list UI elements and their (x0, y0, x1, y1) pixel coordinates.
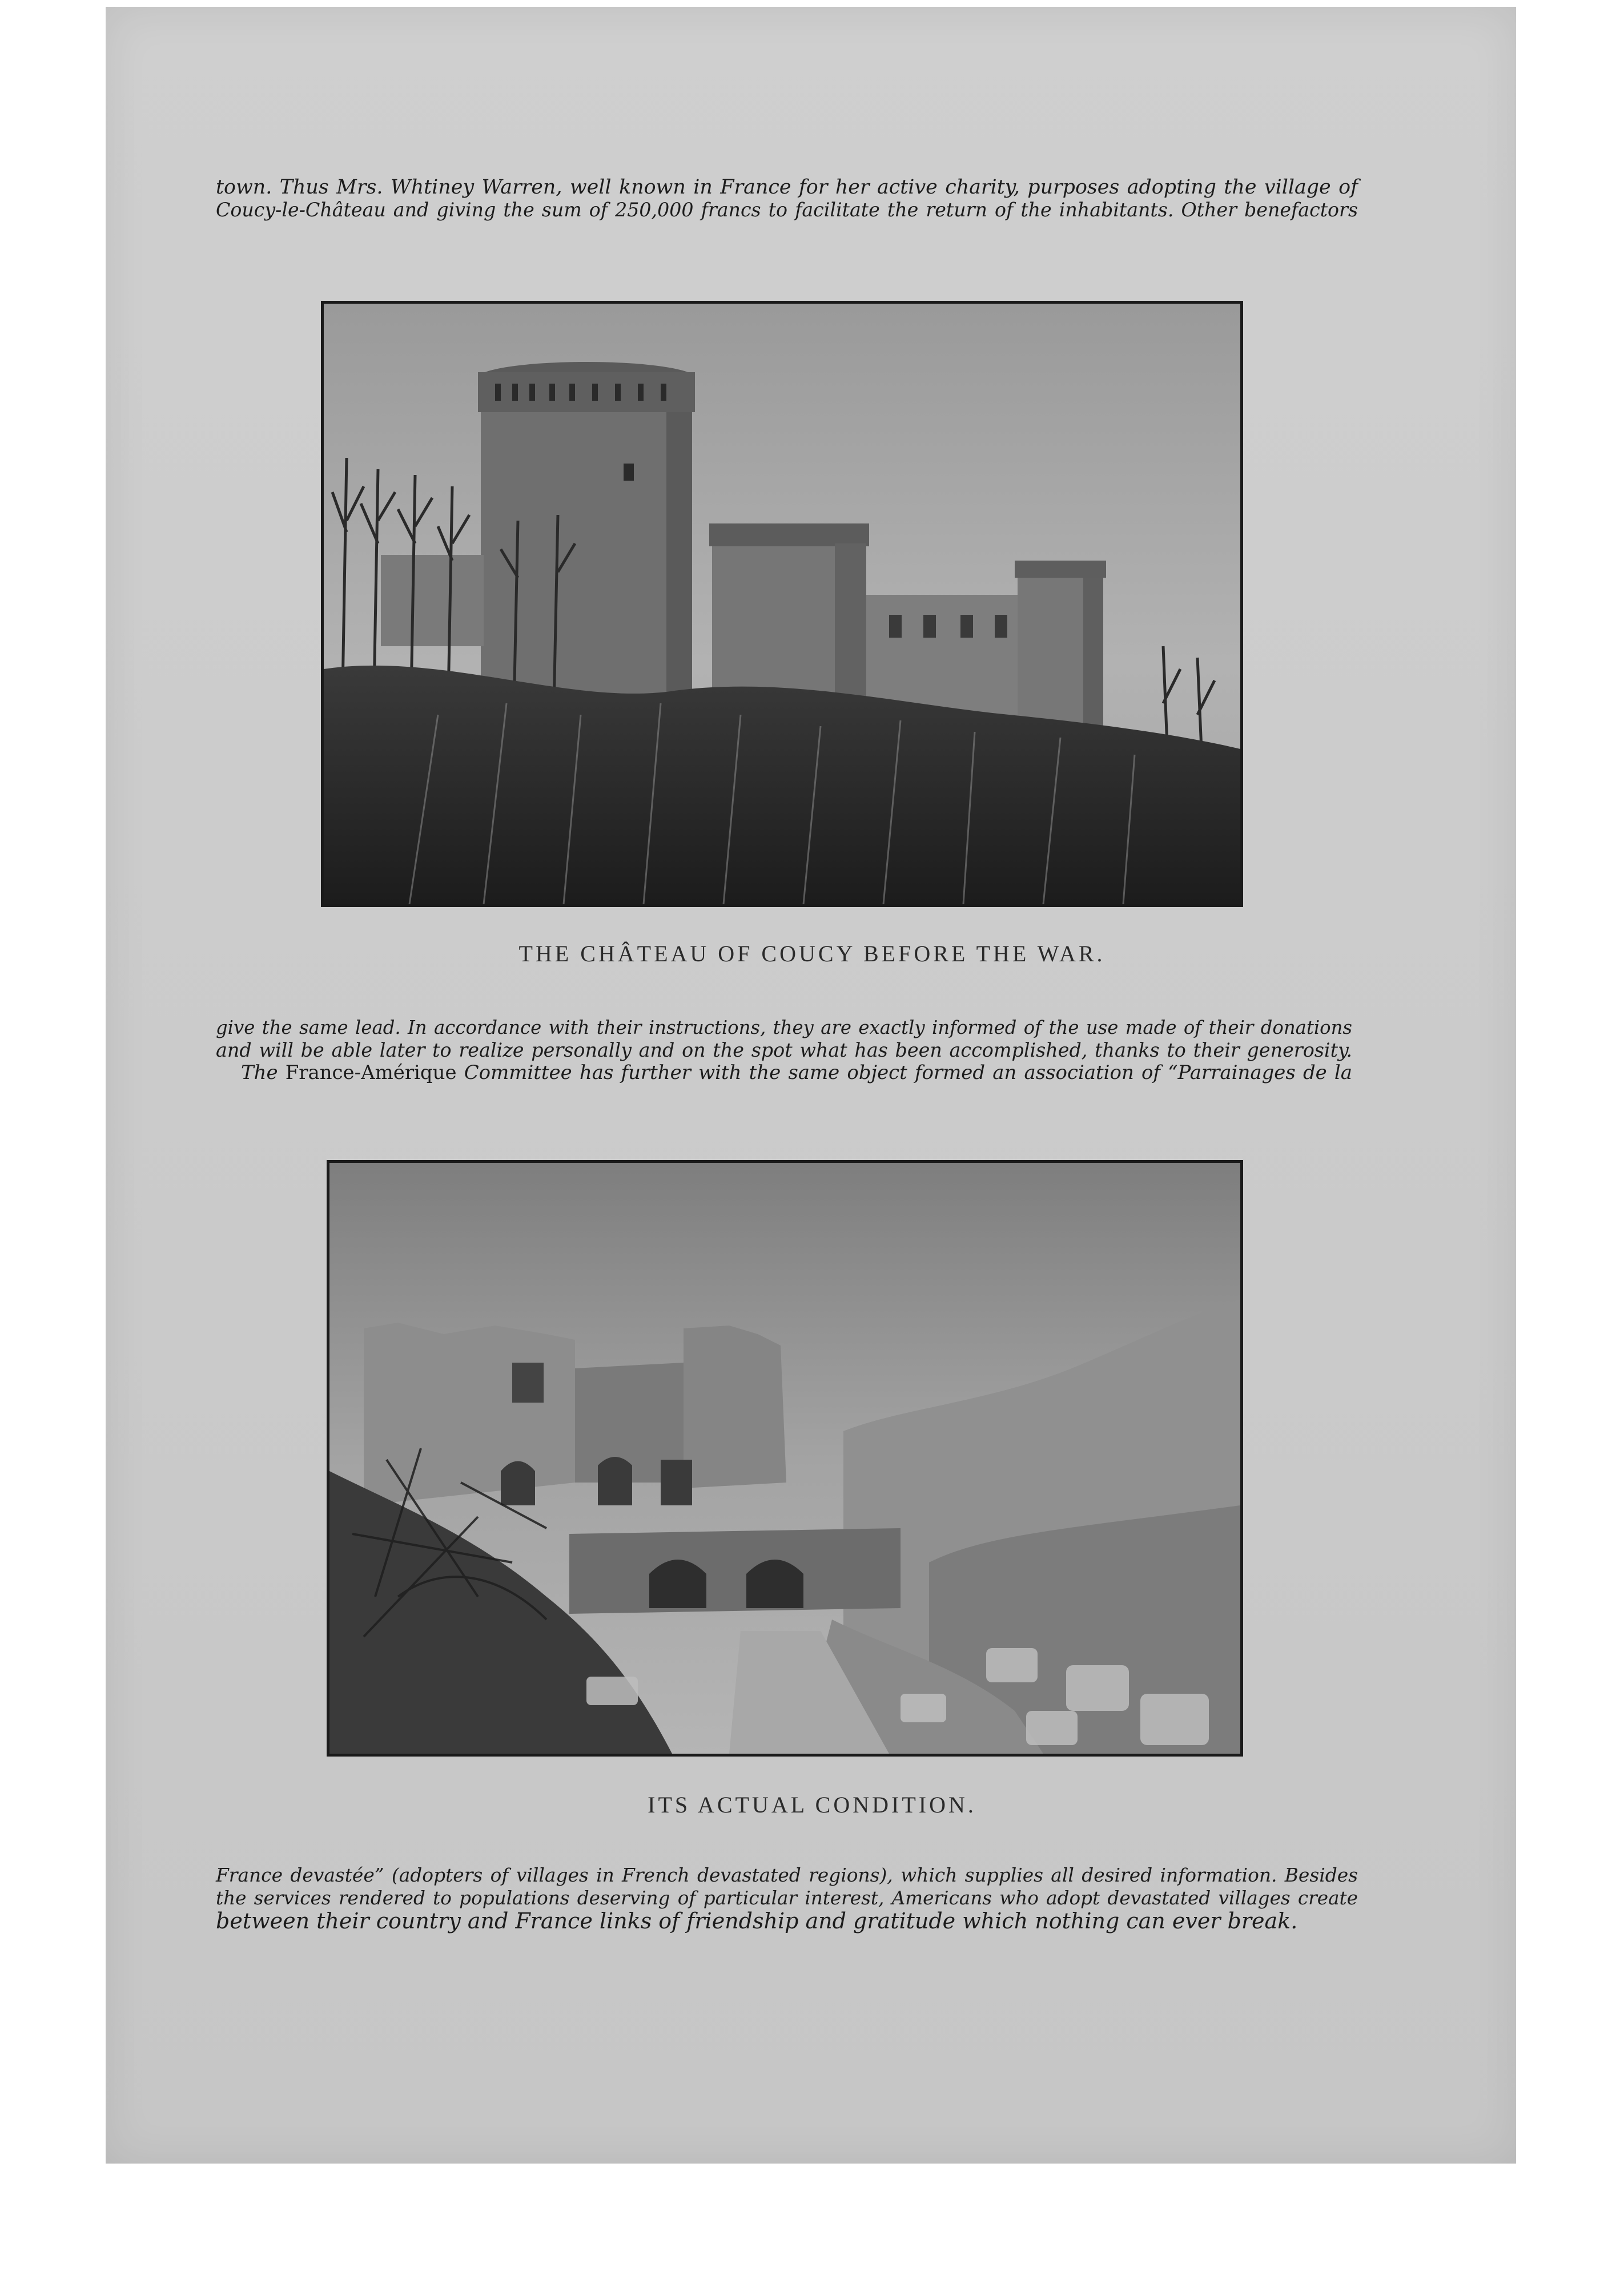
chateau-before-war-illustration (324, 304, 1240, 904)
photo-actual-condition (327, 1160, 1243, 1757)
paragraph-bottom (216, 1864, 1358, 1932)
paragraph-middle-line-3-prefix: The (241, 1062, 286, 1084)
paragraph-middle (216, 1016, 1352, 1085)
caption-actual-condition: ITS ACTUAL CONDITION. (648, 1792, 976, 1818)
paragraph-middle-line-1: give the same lead. In accordance with their instructions, they are exactly informed of the use made of their donations (216, 1017, 1352, 1038)
paragraph-top-line-2: Coucy-le-Château and giving the sum of 250,000 francs to facilitate the return of the inhabitants. Other benefactors (216, 199, 1358, 221)
paragraph-top (216, 176, 1358, 221)
photo-chateau-before-war (321, 301, 1243, 907)
ruins-illustration (329, 1163, 1240, 1754)
paragraph-bottom-line-3: between their country and France links of friendship and gratitude which nothing can ever break. (216, 1908, 1298, 1934)
paragraph-bottom-line-1: France devastée” (adopters of villages in French devastated regions), which supplies all desired information. Besides (216, 1864, 1358, 1886)
paragraph-top-line-1: town. Thus Mrs. Whtiney Warren, well known in France for her active charity, purposes adopting the village of (216, 176, 1358, 199)
paragraph-bottom-line-2: the services rendered to populations deserving of particular interest, Americans who adopt devastated villages create (216, 1887, 1358, 1909)
paragraph-middle-line-2: and will be able later to realize personally and on the spot what has been accomplished, thanks to their generosity. (216, 1039, 1352, 1061)
paragraph-middle-line-3 (216, 1062, 1352, 1085)
caption-chateau-before-war: THE CHÂTEAU OF COUCY BEFORE THE WAR. (518, 941, 1106, 966)
organization-name: France-Amérique (285, 1062, 457, 1084)
paragraph-middle-line-3-rest: Committee has further with the same object formed an association of “Parrainages de la (456, 1062, 1352, 1084)
